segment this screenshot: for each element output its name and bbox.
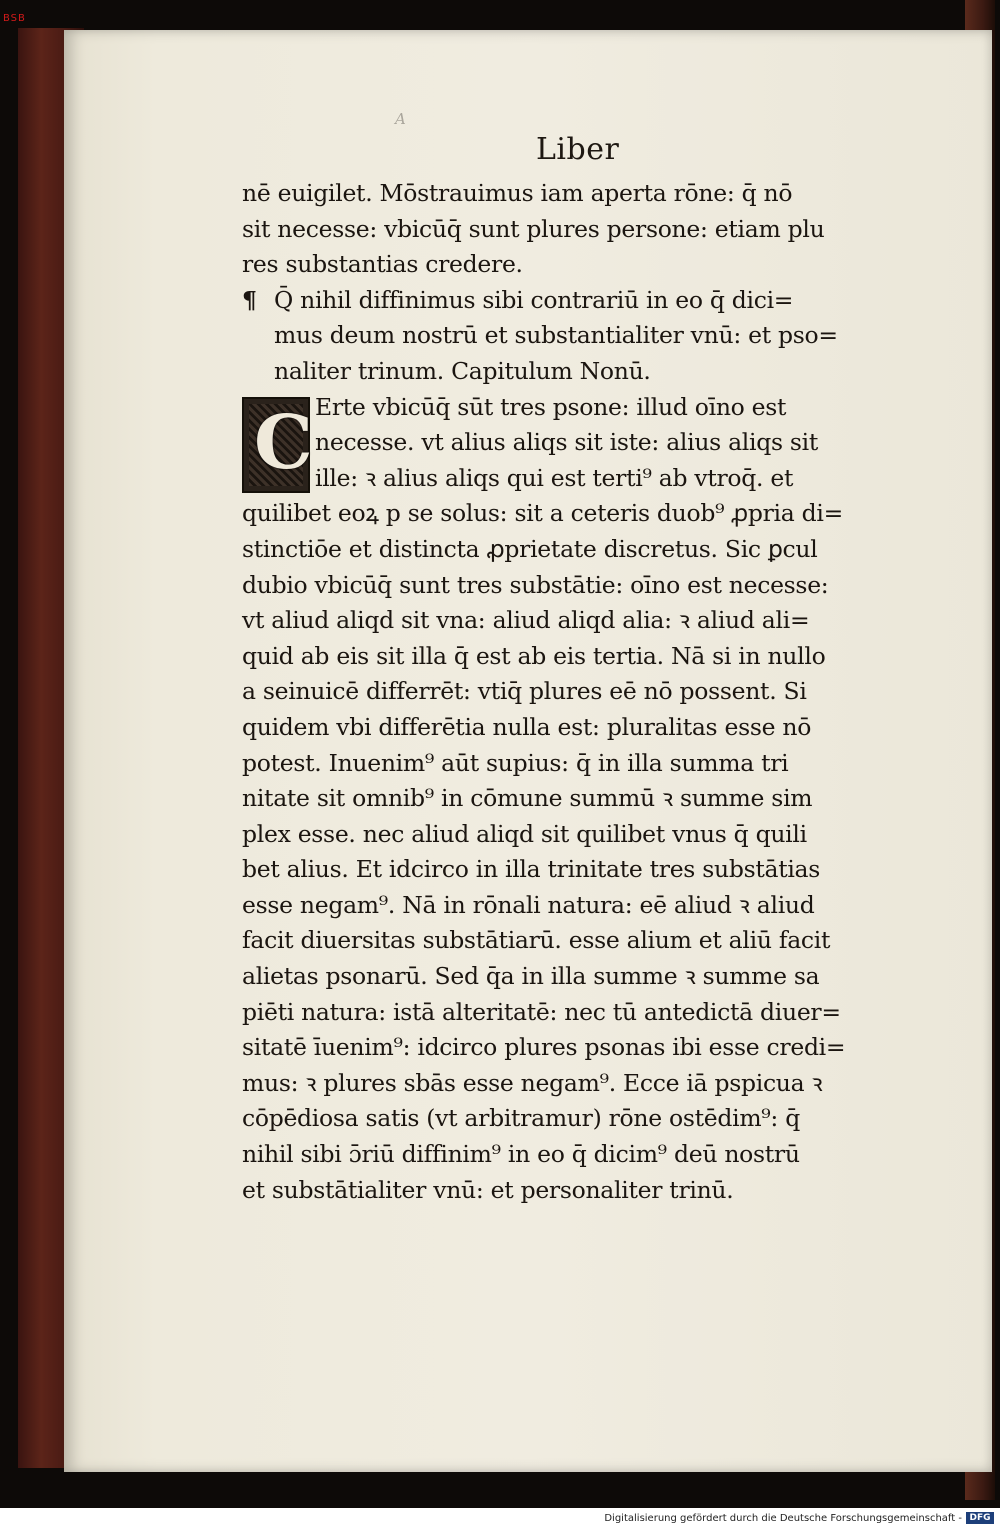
text-line: facit diuersitas substātiarū. esse alium et aliū facit (242, 926, 831, 955)
bsb-watermark: BSB (3, 13, 26, 24)
chapter-heading-line: mus deum nostrū et substantialiter vnū: et pso= (274, 321, 838, 350)
text-line: sit necesse: vbicūq̄ sunt plures persone: etiam plu (242, 214, 825, 243)
text-line: vt aliud aliqd sit vna: aliud aliqd alia: ꝛ aliud ali= (242, 606, 810, 635)
page-header: Liber (536, 132, 620, 167)
pilcrow-icon: ¶ (242, 285, 257, 314)
text-line: plex esse. nec aliud aliqd sit quilibet vnus q̄ quili (242, 819, 807, 848)
text-line: alietas psonarū. Sed q̄a in illa summe ꝛ summe sa (242, 962, 820, 991)
text-line: nitate sit omnib⁹ in cōmune summū ꝛ summe sim (242, 784, 813, 813)
chapter-heading-line: naliter trinum. Capitulum Nonū. (274, 356, 651, 385)
chapter-heading-line: ¶ Q̄ nihil diffinimus sibi contrariū in eo q̄ dici= (242, 283, 922, 319)
funding-credit: Digitalisierung gefördert durch die Deutsche Forschungsgemeinschaft - (604, 1513, 962, 1524)
text-line: quidem vbi differētia nulla est: pluralitas esse nō (242, 712, 812, 741)
text-line: esse negam⁹. Nā in rōnali natura: eē aliud ꝛ aliud (242, 890, 815, 919)
dfg-logo[interactable]: DFG (966, 1512, 994, 1524)
text-line: mus: ꝛ plures sbās esse negam⁹. Ecce iā pspicua ꝛ (242, 1068, 823, 1097)
decorated-initial (242, 397, 313, 493)
text-line: piēti natura: istā alteritatē: nec tū antedictā diuer= (242, 997, 841, 1026)
pencil-mark: A (395, 110, 406, 128)
text-line: ille: ꝛ alius aliqs qui est terti⁹ ab vtroq̄. et (315, 463, 794, 492)
text-line: nihil sibi ɔ̄riū diffinim⁹ in eo q̄ dicim⁹ deū nostrū (242, 1140, 800, 1169)
initial-letter: C (254, 400, 313, 486)
text-line: dubio vbicūq̄ sunt tres substātie: oīno est necesse: (242, 570, 829, 599)
text-line: potest. Inuenim⁹ aūt supius: q̄ in illa summa tri (242, 748, 789, 777)
text-line: stinctiōe et distincta ꝓprietate discretus. Sic ꝑcul (242, 534, 818, 563)
text-line: a seinuicē differrēt: vtiq̄ plures eē nō possent. Si (242, 677, 807, 706)
text-line: nē euigilet. Mōstrauimus iam aperta rōne: q̄ nō (242, 179, 793, 207)
text-line: Erte vbicūq̄ sūt tres psone: illud oīno est (315, 392, 787, 421)
text-line: sitatē īuenim⁹: idcirco plures psonas ibi esse credi= (242, 1033, 846, 1062)
text-line: bet alius. Et idcirco in illa trinitate tres substātias (242, 855, 821, 884)
text-line: necesse. vt alius aliqs sit iste: alius aliqs sit (315, 428, 819, 457)
text-block (242, 176, 922, 1208)
text-line: quid ab eis sit illa q̄ est ab eis tertia. Nā si in nullo (242, 641, 826, 670)
text-line: et substātialiter vnū: et personaliter trinū. (242, 1175, 734, 1204)
footer-bar (0, 1508, 1000, 1528)
text-line: cōpēdiosa satis (vt arbitramur) rōne ostēdim⁹: q̄ (242, 1104, 800, 1133)
text-line: quilibet eoꝝ p se solus: sit a ceteris duob⁹ ꝓpria di= (242, 499, 843, 528)
text-line: res substantias credere. (242, 250, 523, 279)
